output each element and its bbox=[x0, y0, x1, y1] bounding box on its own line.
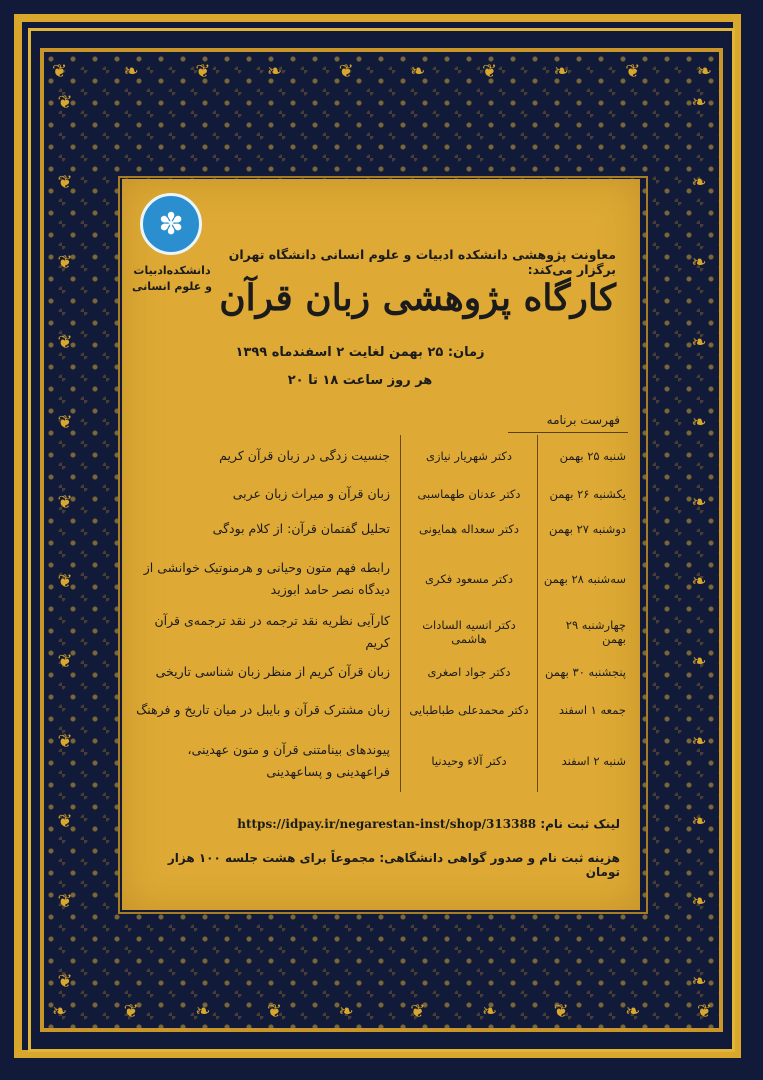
poster-panel bbox=[122, 179, 640, 910]
fleur-ornament-icon: ❧ bbox=[195, 1000, 211, 1022]
workshop-title: کارگاه پژوهشی زبان قرآن bbox=[219, 277, 616, 319]
fleur-ornament-icon: ❧ bbox=[691, 731, 707, 753]
session-topic: زبان قرآن و میراث زبان عربی bbox=[232, 485, 390, 501]
table-row bbox=[132, 510, 630, 548]
fleur-ornament-icon: ❧ bbox=[691, 171, 707, 193]
fleur-ornament-icon: ❧ bbox=[691, 651, 707, 673]
fleur-ornament-icon: ❧ bbox=[691, 970, 707, 992]
session-speaker: دکتر انسیه السادات هاشمی bbox=[401, 610, 538, 654]
logo-caption-line2: و علوم انسانی bbox=[132, 280, 212, 293]
session-speaker: دکتر عدنان طهماسبی bbox=[401, 477, 538, 510]
session-speaker: دکتر شهریار نیازی bbox=[401, 435, 538, 477]
fleur-ornament-icon: ❦ bbox=[57, 651, 73, 673]
fleur-ornament-icon: ❦ bbox=[481, 60, 498, 82]
session-day: دوشنبه ۲۷ بهمن bbox=[549, 522, 626, 536]
session-day: سه‌شنبه ۲۸ بهمن bbox=[543, 572, 626, 586]
university-emblem-icon: ✽ bbox=[158, 206, 184, 242]
session-speaker: دکتر آلاء وحیدنیا bbox=[401, 730, 538, 792]
fleur-ornament-icon: ❦ bbox=[195, 60, 211, 82]
fleur-ornament-icon: ❦ bbox=[57, 411, 73, 433]
session-day: یکشنبه ۲۶ بهمن bbox=[549, 486, 626, 501]
fleur-ornament-icon: ❧ bbox=[625, 1000, 641, 1022]
fleur-ornament-icon: ❦ bbox=[57, 811, 73, 833]
session-topic: کارآیی نظریه نقد ترجمه در نقد ترجمه‌ی قرآن کریم bbox=[154, 613, 390, 650]
session-day: شنبه ۲۵ بهمن bbox=[559, 449, 626, 463]
fleur-ornament-icon: ❦ bbox=[57, 331, 73, 353]
time-line: هر روز ساعت ۱۸ تا ۲۰ bbox=[287, 373, 433, 388]
date-line: زمان: ۲۵ بهمن لغایت ۲ اسفندماه ۱۳۹۹ bbox=[235, 345, 485, 360]
fleur-ornament-icon: ❧ bbox=[123, 60, 139, 82]
table-row bbox=[132, 654, 630, 690]
fleur-ornament-icon: ❦ bbox=[338, 60, 354, 82]
table-row bbox=[132, 610, 630, 654]
session-topic: جنسیت زدگی در زبان قرآن کریم bbox=[219, 448, 390, 463]
fleur-ornament-icon: ❦ bbox=[625, 60, 641, 82]
session-speaker: دکتر محمدعلی طباطبایی bbox=[401, 690, 538, 730]
fleur-ornament-icon: ❧ bbox=[691, 811, 707, 833]
fleur-ornament-icon: ❧ bbox=[691, 92, 707, 113]
table-row bbox=[132, 435, 630, 477]
fleur-ornament-icon: ❧ bbox=[691, 491, 707, 513]
fleur-ornament-icon: ❧ bbox=[696, 60, 712, 82]
fleur-ornament-icon: ❧ bbox=[691, 571, 707, 593]
fleur-ornament-icon: ❦ bbox=[123, 1000, 139, 1022]
fleur-ornament-icon: ❦ bbox=[57, 731, 73, 753]
fleur-ornament-icon: ❧ bbox=[691, 331, 707, 353]
session-day: جمعه ۱ اسفند bbox=[558, 703, 626, 717]
fleur-ornament-icon: ❧ bbox=[691, 251, 707, 273]
fleur-ornament-icon: ❧ bbox=[266, 60, 283, 82]
ornament-row-top bbox=[52, 60, 712, 82]
session-day: چهارشنبه ۲۹ بهمن bbox=[565, 618, 626, 646]
fleur-ornament-icon: ❦ bbox=[696, 1000, 712, 1022]
program-heading: فهرست برنامه bbox=[546, 413, 620, 427]
organizer-intro: معاونت پژوهشی دانشکده ادبیات و علوم انسانی دانشگاه تهران برگزار می‌کند: bbox=[228, 247, 616, 277]
session-topic: رابطه فهم متون وحیانی و هرمنوتیک خوانشی از دیدگاه نصر حامد ابوزید bbox=[143, 560, 390, 597]
table-row bbox=[132, 548, 630, 610]
session-day: شنبه ۲ اسفند bbox=[561, 754, 626, 768]
fleur-ornament-icon: ❦ bbox=[410, 1000, 426, 1022]
session-topic: زبان مشترک قرآن و بایبل در میان تاریخ و فرهنگ bbox=[136, 702, 390, 717]
fleur-ornament-icon: ❦ bbox=[57, 571, 73, 593]
fleur-ornament-icon: ❧ bbox=[691, 891, 707, 913]
ornament-row-bottom bbox=[52, 1000, 712, 1022]
session-topic: تحلیل گفتمان قرآن: از کلام بودگی bbox=[212, 521, 390, 536]
registration-link-line bbox=[140, 817, 620, 831]
fleur-ornament-icon: ❦ bbox=[57, 251, 73, 273]
fleur-ornament-icon: ❧ bbox=[481, 1000, 498, 1022]
table-row bbox=[132, 477, 630, 510]
fleur-ornament-icon: ❦ bbox=[553, 1000, 569, 1022]
ornament-column-left bbox=[54, 92, 76, 992]
session-speaker: دکتر سعداله همایونی bbox=[401, 510, 538, 548]
table-row bbox=[132, 690, 630, 730]
session-speaker: دکتر مسعود فکری bbox=[401, 548, 538, 610]
table-row bbox=[132, 730, 630, 792]
fleur-ornament-icon: ❦ bbox=[57, 171, 73, 193]
registration-url-link[interactable]: https://idpay.ir/negarestan-inst/shop/313388 bbox=[237, 817, 537, 831]
fleur-ornament-icon: ❧ bbox=[691, 411, 707, 433]
fleur-ornament-icon: ❧ bbox=[338, 1000, 354, 1022]
session-topic: پیوندهای بینامتنی قرآن و متون عهدینی، فراعهدینی و پساعهدینی bbox=[187, 742, 390, 779]
logo-caption-line1: دانشکده‌ادبیات bbox=[133, 264, 211, 277]
session-speaker: دکتر جواد اصغری bbox=[401, 654, 538, 690]
registration-label: لینک ثبت نام: bbox=[540, 817, 620, 831]
fleur-ornament-icon: ❦ bbox=[57, 891, 73, 913]
session-day: پنجشنبه ۳۰ بهمن bbox=[544, 665, 626, 679]
fleur-ornament-icon: ❧ bbox=[52, 1000, 68, 1022]
schedule-table bbox=[132, 435, 630, 792]
program-heading-divider bbox=[508, 432, 628, 433]
fleur-ornament-icon: ❧ bbox=[553, 60, 569, 82]
fleur-ornament-icon: ❦ bbox=[57, 92, 73, 113]
fleur-ornament-icon: ❦ bbox=[57, 491, 73, 513]
registration-fee: هزینه ثبت نام و صدور گواهی دانشگاهی: مجموعاً برای هشت جلسه ۱۰۰ هزار تومان bbox=[167, 851, 620, 879]
ornament-column-right bbox=[688, 92, 710, 992]
fleur-ornament-icon: ❦ bbox=[57, 970, 73, 992]
fleur-ornament-icon: ❦ bbox=[266, 1000, 283, 1022]
fleur-ornament-icon: ❧ bbox=[410, 60, 426, 82]
university-logo bbox=[140, 193, 202, 255]
fleur-ornament-icon: ❦ bbox=[52, 60, 68, 82]
session-topic: زبان قرآن کریم از منظر زبان شناسی تاریخی bbox=[155, 664, 390, 679]
